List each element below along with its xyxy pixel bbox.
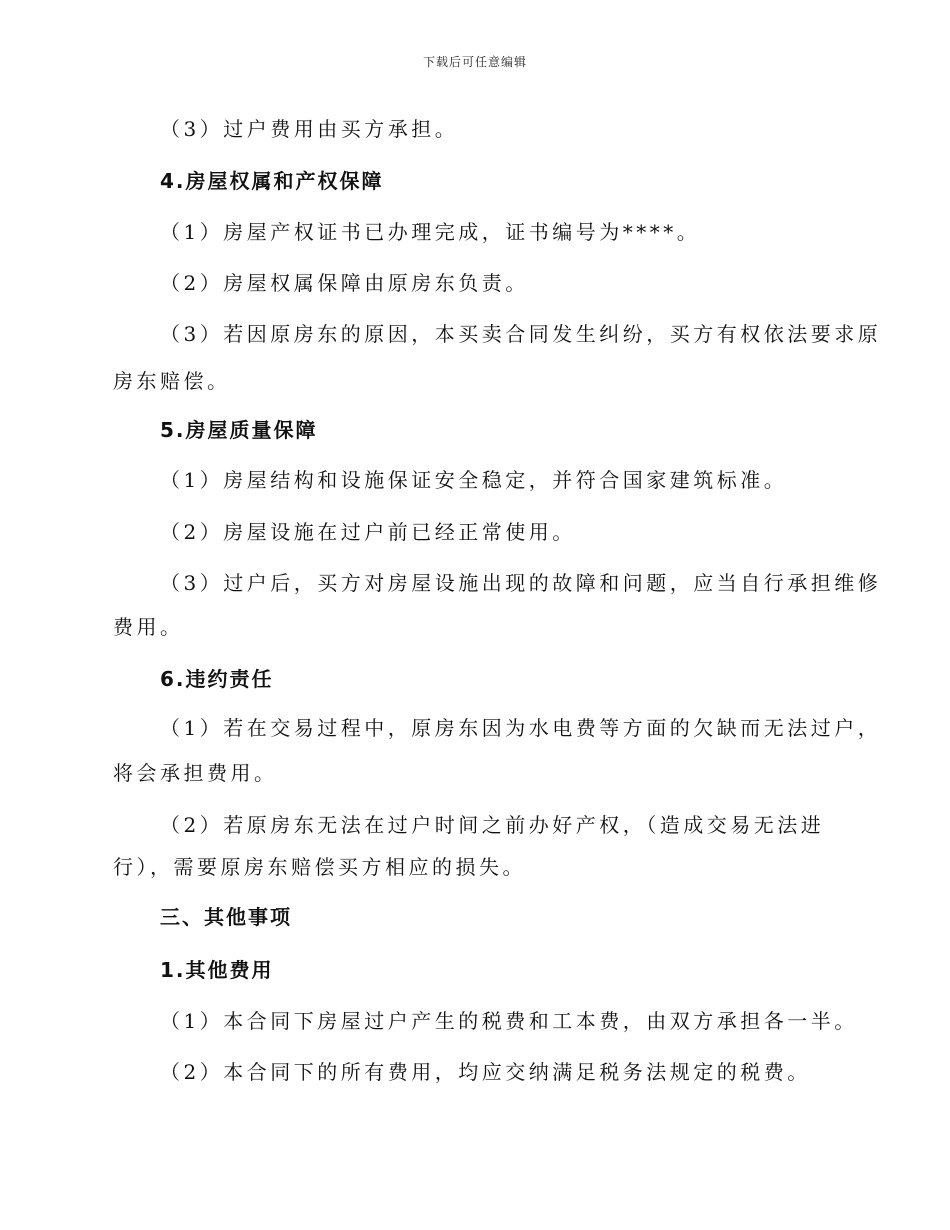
section-heading: 4.房屋权属和产权保障 bbox=[160, 169, 384, 193]
paragraph-item: （2）房屋权属保障由原房东负责。 bbox=[160, 271, 529, 295]
paragraph-item: （1）房屋结构和设施保证安全稳定，并符合国家建筑标准。 bbox=[160, 468, 788, 492]
paragraph-item: （3）过户费用由买方承担。 bbox=[160, 117, 459, 141]
section-heading: 1.其他费用 bbox=[160, 958, 274, 982]
chapter-heading: 三、其他事项 bbox=[160, 905, 292, 929]
paragraph-continuation: 行），需要原房东赔偿买方相应的损失。 bbox=[113, 855, 526, 879]
paragraph-item: （3）若因原房东的原因，本买卖合同发生纠纷，买方有权依法要求原 bbox=[160, 322, 882, 346]
paragraph-continuation: 费用。 bbox=[113, 615, 184, 639]
paragraph-item: （2）房屋设施在过户前已经正常使用。 bbox=[160, 520, 576, 544]
section-heading: 6.违约责任 bbox=[160, 667, 274, 691]
paragraph-item: （1）房屋产权证书已办理完成，证书编号为****。 bbox=[160, 220, 701, 244]
page-header: 下载后可任意编辑 bbox=[422, 55, 527, 69]
paragraph-item: （1）本合同下房屋过户产生的税费和工本费，由双方承担各一半。 bbox=[160, 1009, 858, 1033]
paragraph-item: （1）若在交易过程中，原房东因为水电费等方面的欠缺而无法过户， bbox=[160, 716, 882, 740]
paragraph-continuation: 房东赔偿。 bbox=[113, 369, 231, 393]
paragraph-continuation: 将会承担费用。 bbox=[113, 761, 278, 785]
paragraph-item: （2）本合同下的所有费用，均应交纳满足税务法规定的税费。 bbox=[160, 1060, 811, 1084]
section-heading: 5.房屋质量保障 bbox=[160, 418, 318, 442]
paragraph-item: （2）若原房东无法在过户时间之前办好产权，（造成交易无法进 bbox=[160, 813, 825, 837]
paragraph-item: （3）过户后，买方对房屋设施出现的故障和问题，应当自行承担维修 bbox=[160, 571, 882, 595]
